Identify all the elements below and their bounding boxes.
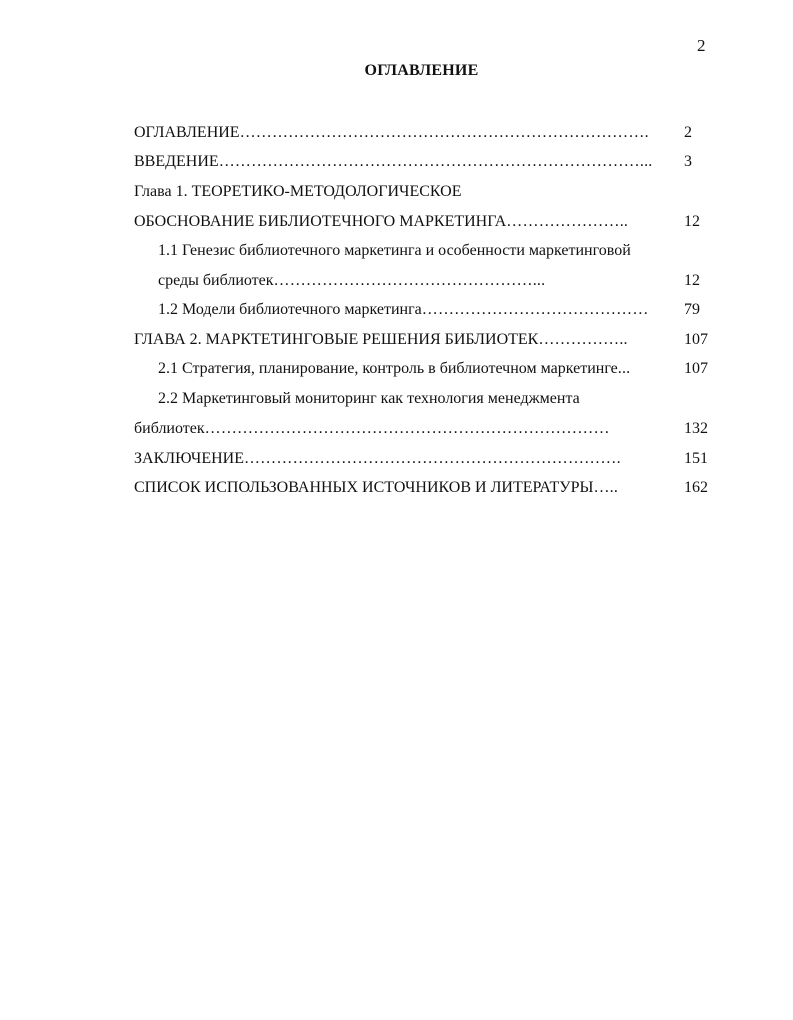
page-number: 2 [697, 36, 706, 55]
toc-entry-title: 1.2 Модели библиотечного маркетинга [158, 301, 422, 318]
toc-leader-dots: …………….. [538, 331, 628, 348]
toc-entry-title: среды библиотек [158, 272, 274, 289]
toc-entry-title: СПИСОК ИСПОЛЬЗОВАННЫХ ИСТОЧНИКОВ И ЛИТЕРАТУРЫ [134, 479, 594, 496]
toc-leader-dots: ……………………………………………………………………... [218, 153, 653, 170]
toc-entry-title: 2.1 Стратегия, планирование, контроль в библиотечном маркетинге [158, 360, 618, 377]
toc-page-number: 79 [684, 301, 700, 318]
toc-leader-dots: ………………………………………………………………… [204, 420, 610, 437]
toc-entry-title: ОГЛАВЛЕНИЕ [134, 124, 240, 141]
toc-leader-dots: ……………………………………………………………. [243, 450, 621, 467]
toc-entry-title: ОБОСНОВАНИЕ БИБЛИОТЕЧНОГО МАРКЕТИНГА [134, 213, 507, 230]
toc-entry[interactable] [134, 447, 669, 471]
toc-entry[interactable] [134, 328, 669, 352]
toc-page-number: 162 [684, 479, 708, 496]
toc-entry[interactable] [158, 357, 673, 381]
toc-page-number: 12 [684, 272, 700, 289]
toc-page-number: 151 [684, 450, 708, 467]
toc-entry[interactable] [134, 121, 669, 145]
toc-entry[interactable] [134, 476, 674, 500]
toc-entry[interactable] [134, 417, 669, 441]
toc-leader-dots: ... [617, 360, 631, 377]
toc-entry[interactable] [134, 180, 674, 204]
toc-entry[interactable] [158, 298, 669, 322]
toc-entry[interactable] [134, 150, 669, 174]
toc-leader-dots: ………………….. [506, 213, 629, 230]
toc-entry-title: ГЛАВА 2. МАРКТЕТИНГОВЫЕ РЕШЕНИЯ БИБЛИОТЕК [134, 331, 539, 348]
toc-leader-dots: …………………………………… [421, 301, 649, 318]
toc-entry-title: 2.2 Маркетинговый мониторинг как технология менеджмента [158, 390, 580, 407]
page-title: ОГЛАВЛЕНИЕ [364, 62, 479, 79]
toc-page-number: 3 [684, 153, 692, 170]
toc-entry-title: ЗАКЛЮЧЕНИЕ [134, 450, 244, 467]
toc-page-number: 107 [684, 360, 708, 377]
toc-entry-title: Глава 1. ТЕОРЕТИКО-МЕТОДОЛОГИЧЕСКОЕ [134, 183, 462, 200]
toc-entry[interactable] [134, 210, 669, 234]
toc-entry-title: библиотек [134, 420, 205, 437]
toc-leader-dots: …………………………………………... [273, 272, 546, 289]
toc-page-number: 132 [684, 420, 708, 437]
toc-page-number: 12 [684, 213, 700, 230]
toc-leader-dots: ….. [593, 479, 619, 496]
toc-entry-title: ВВЕДЕНИЕ [134, 153, 219, 170]
toc-entry-title: 1.1 Генезис библиотечного маркетинга и особенности маркетинговой [158, 242, 631, 259]
toc-entry[interactable] [158, 387, 678, 411]
toc-leader-dots: …………………………………………………………………. [239, 124, 649, 141]
toc-entry[interactable] [158, 269, 558, 293]
toc-page-number: 2 [684, 124, 692, 141]
toc-entry[interactable] [158, 239, 678, 263]
toc-page-number: 107 [684, 331, 708, 348]
